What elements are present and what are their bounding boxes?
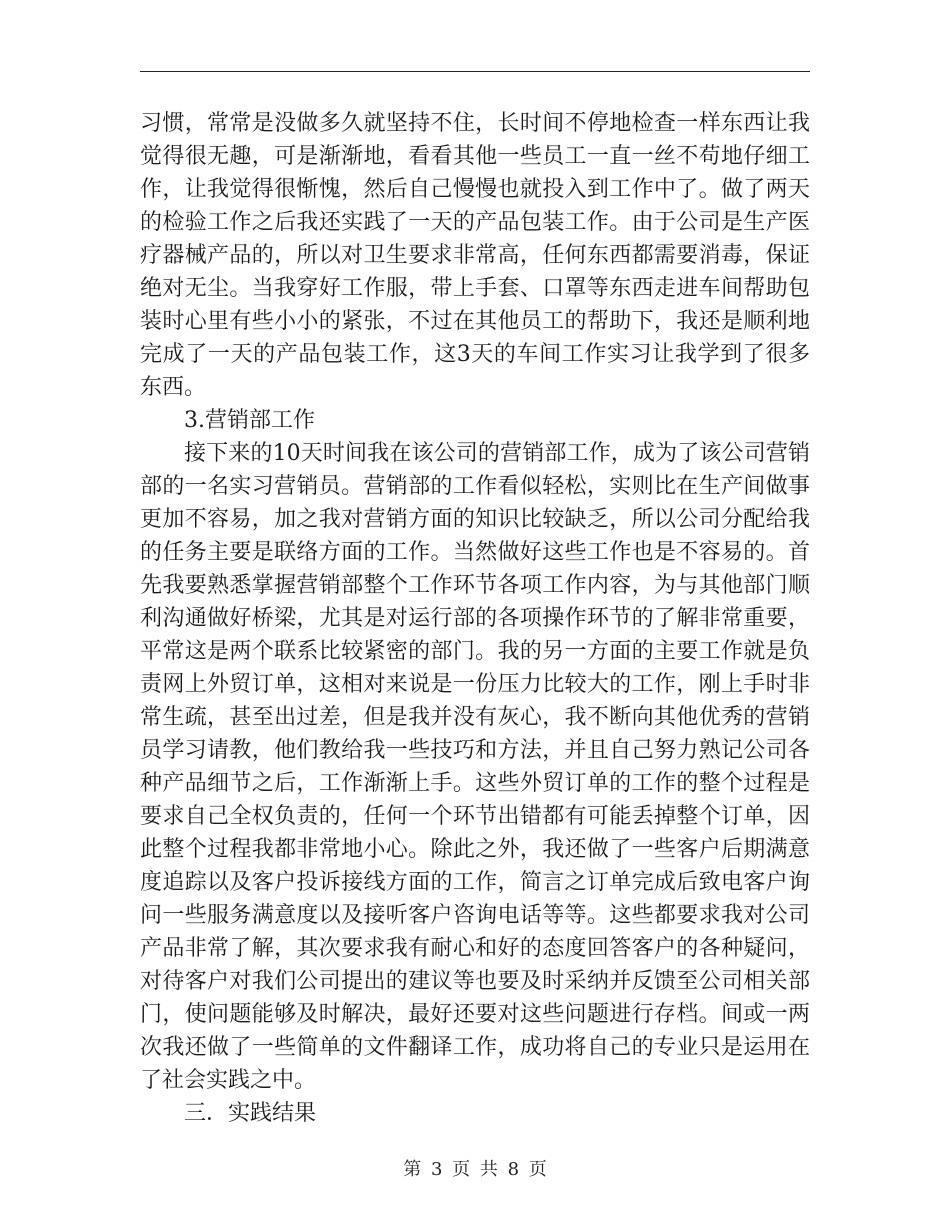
- text-line: 装时心里有些小小的紧张，不过在其他员工的帮助下，我还是顺利地: [140, 309, 810, 334]
- text-line: 种产品细节之后，工作渐渐上手。这些外贸订单的工作的整个过程是: [140, 771, 810, 796]
- text-line: 的检验工作之后我还实践了一天的产品包装工作。由于公司是生产医: [140, 210, 810, 235]
- page-content: [140, 107, 810, 1130]
- text-line: 的任务主要是联络方面的工作。当然做好这些工作也是不容易的。首: [140, 540, 810, 565]
- text-line: 更加不容易，加之我对营销方面的知识比较缺乏，所以公司分配给我: [140, 507, 810, 532]
- text-line: 平常这是两个联系比较紧密的部门。我的另一方面的主要工作就是负: [140, 639, 810, 664]
- section-heading-marketing: 3.营销部工作: [184, 408, 315, 433]
- text-line: 员学习请教，他们教给我一些技巧和方法，并且自己努力熟记公司各: [140, 738, 810, 763]
- text-line: 次我还做了一些简单的文件翻译工作，成功将自己的专业只是运用在: [140, 1035, 810, 1060]
- text-line: 问一些服务满意度以及接听客户咨询电话等等。这些都要求我对公司: [140, 903, 810, 928]
- text-line: 产品非常了解，其次要求我有耐心和好的态度回答客户的各种疑问，: [140, 936, 810, 961]
- header-rule: [140, 71, 810, 72]
- paragraph-workshop: [140, 107, 810, 404]
- text-line: 习惯，常常是没做多久就坚持不住，长时间不停地检查一样东西让我: [140, 111, 810, 136]
- text-line: 觉得很无趣，可是渐渐地，看看其他一些员工一直一丝不苟地仔细工: [140, 144, 810, 169]
- text-line: 疗器械产品的，所以对卫生要求非常高，任何东西都需要消毒，保证: [140, 243, 810, 268]
- text-line: 作，让我觉得很惭愧，然后自己慢慢也就投入到工作中了。做了两天: [140, 177, 810, 202]
- text-line: 了社会实践之中。: [140, 1068, 317, 1093]
- text-line: 东西。: [140, 375, 207, 400]
- section-heading-results: 三．实践结果: [184, 1101, 317, 1126]
- text-line: 对待客户对我们公司提出的建议等也要及时采纳并反馈至公司相关部: [140, 969, 810, 994]
- page-number: 第 3 页 共 8 页: [403, 1159, 547, 1180]
- text-line: 责网上外贸订单，这相对来说是一份压力比较大的工作，刚上手时非: [140, 672, 810, 697]
- text-line: 度追踪以及客户投诉接线方面的工作，简言之订单完成后致电客户询: [140, 870, 810, 895]
- text-line: 此整个过程我都非常地小心。除此之外，我还做了一些客户后期满意: [140, 837, 810, 862]
- text-line: 先我要熟悉掌握营销部整个工作环节各项工作内容，为与其他部门顺: [140, 573, 810, 598]
- paragraph-marketing: [140, 437, 810, 1097]
- text-line: 绝对无尘。当我穿好工作服，带上手套、口罩等东西走进车间帮助包: [140, 276, 810, 301]
- text-line: 门，使问题能够及时解决，最好还要对这些问题进行存档。间或一两: [140, 1002, 810, 1027]
- text-line: 接下来的10天时间我在该公司的营销部工作，成为了该公司营销: [184, 441, 810, 466]
- text-line: 常生疏，甚至出过差，但是我并没有灰心，我不断向其他优秀的营销: [140, 705, 810, 730]
- text-line: 部的一名实习营销员。营销部的工作看似轻松，实则比在生产间做事: [140, 474, 810, 499]
- text-line: 利沟通做好桥梁，尤其是对运行部的各项操作环节的了解非常重要，: [140, 606, 810, 631]
- text-line: 要求自己全权负责的，任何一个环节出错都有可能丢掉整个订单，因: [140, 804, 810, 829]
- text-line: 完成了一天的产品包装工作，这3天的车间工作实习让我学到了很多: [140, 342, 810, 367]
